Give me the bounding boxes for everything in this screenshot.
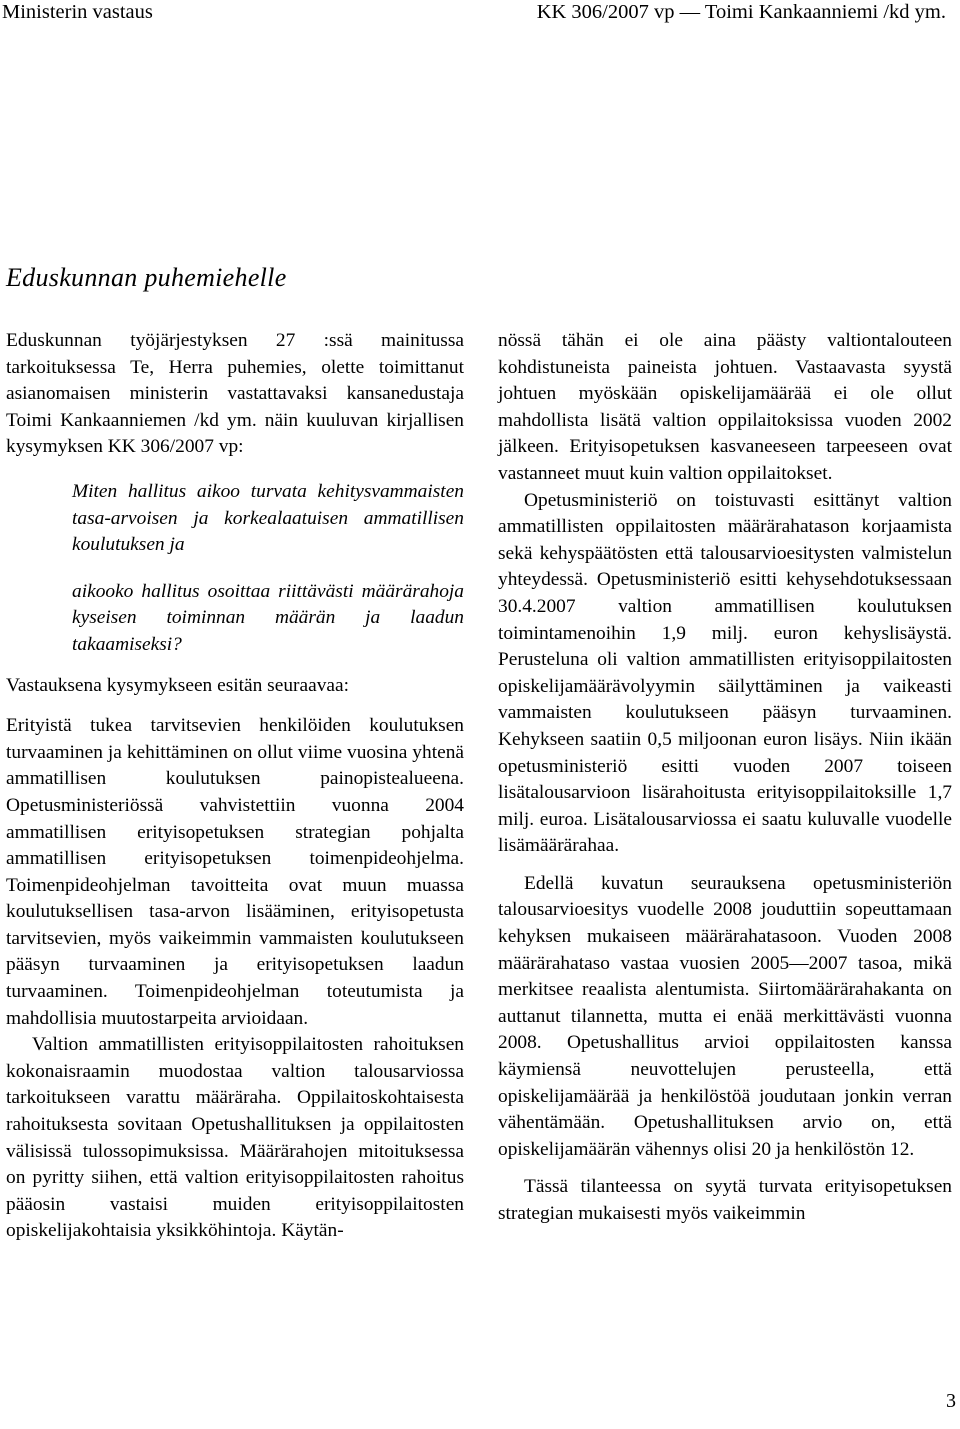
answer-paragraph-3: nössä tähän ei ole aina päästy valtiontalouteen kohdistuneista paineista johtuen. Vastaavasta syystä johtuen myöskään opiskelijamäärää ei ole ollut mahdollista lisätä valtion oppilaitoksissa vuoden 2002 jälkeen. Erityisopetuksen kasvaneeseen tarpeeseen ovat vastanneet muut kuin valtion oppilaitokset. <box>498 330 952 484</box>
page-header <box>0 0 960 28</box>
answer-paragraph-5: Edellä kuvatun seurauksena opetusministeriön talousarvioesitys vuodelle 2008 jouduttiin sopeuttamaan kehyksen mukaiseen määrärahatasoon. Vuoden 2008 määrärahataso vastaa vuosien 2005—2007 tasoa, mikä merkitsee reaalista alentumista. Siirtomäärärahakanta on auttanut tilannetta, mutta ei enää merkittävästi vuonna 2008. Opetushallitus arvioi oppilaitosten kanssa käymiensä neuvottelujen perusteella, että opiskelijamäärää ja henkilöstöä joudutaan jonkin verran vähentämään. Opetushallituksen arvio on, että opiskelijamäärän vähennys olisi 20 ja henkilöstön 12. <box>498 872 952 1160</box>
question-part-2: aikooko hallitus osoittaa riittävästi määrärahoja kyseisen toiminnan määrän ja laadun takaamiseksi? <box>72 580 464 655</box>
answer-paragraph-6: Tässä tilanteessa on syytä turvata erityisopetuksen strategian mukaisesti myös vaikeimmin <box>498 1176 952 1224</box>
answer-paragraph-1: Erityistä tukea tarvitsevien henkilöiden koulutuksen turvaaminen ja kehittäminen on ollut viime vuosina yhtenä ammatillisen koulutuksen painopistealueena. Opetusministeriössä vahvistettiin vuonna 2004 ammatillisen erityisopetuksen strategian pohjalta ammatillisen erityisopetuksen toimenpideohjelma. Toimenpideohjelman tavoitteita ovat muun muassa koulutuksellisen tasa-arvon lisääminen, erityisopetusta tarvitsevien, myös vaikeimmin vammaisten koulutukseen pääsyn turvaaminen ja erityisopetuksen laadun turvaaminen. Toimenpideohjelman toteutumista ja mahdollisia muutostarpeita arvioidaan. <box>6 715 464 1029</box>
page-number: 3 <box>946 1390 956 1412</box>
addressee-heading: Eduskunnan puhemiehelle <box>6 263 287 292</box>
answer-paragraph-2: Valtion ammatillisten erityisoppilaitosten rahoituksen kokonaisraamin muodostaa valtion talousarviossa tarkoitukseen varattu määräraha. Oppilaitoskohtaisesta rahoituksesta sovitaan Opetushallituksen ja oppilaitosten välisissä tulossopimuksissa. Määrärahojen mitoituksessa on pyritty siihen, että valtion erityisoppilaitosten rahoitus pääosin vastaisi muiden erityisoppilaitosten opiskelijakohtaisia yksikköhintoja. Käytän- <box>6 1034 464 1242</box>
written-question <box>72 479 464 659</box>
answer-lead: Vastauksena kysymykseen esitän seuraavaa: <box>6 674 349 696</box>
intro-paragraph: Eduskunnan työjärjestyksen 27 :ssä mainitussa tarkoituksessa Te, Herra puhemies, olette toimittanut asianomaisen ministerin vastattavaksi kansanedustaja Toimi Kankaanniemen /kd ym. näin kuuluvan kirjallisen kysymyksen KK 306/2007 vp: <box>6 330 464 458</box>
question-part-1: Miten hallitus aikoo turvata kehitysvammaisten tasa-arvoisen ja korkealaatuisen ammatillisen koulutuksen ja <box>72 480 464 556</box>
header-document-type: Ministerin vastaus <box>2 1 153 23</box>
right-column <box>498 328 952 1228</box>
header-document-reference: KK 306/2007 vp — Toimi Kankaanniemi /kd ym. <box>536 1 946 23</box>
answer-paragraph-4: Opetusministeriö on toistuvasti esittänyt valtion ammatillisten oppilaitosten määrärahatason korjaamista sekä kehyspäätösten että talousarvioesitysten valmistelun yhteydessä. Opetusministeriö esitti kehysehdotuksessaan 30.4.2007 valtion ammatillisen koulutuksen toimintamenoihin 1,9 milj. euron kehyslisäystä. Perusteluna oli valtion ammatillisten erityisoppilaitosten opiskelijamäärävolyymin säilyttäminen ja vaikeasti vammaisten koulutukseen pääsyn turvaaminen. Kehykseen saatiin 0,5 miljoonan euron lisäys. Niin ikään opetusministeriö esitti vuoden 2007 toiseen lisätalousarvioon lisärahoitusta erityisoppilaitoksille 1,7 milj. euroa. Lisätalousarviossa ei saatu kuluvalle vuodelle lisämäärärahaa. <box>498 489 952 857</box>
left-column <box>6 328 464 1245</box>
